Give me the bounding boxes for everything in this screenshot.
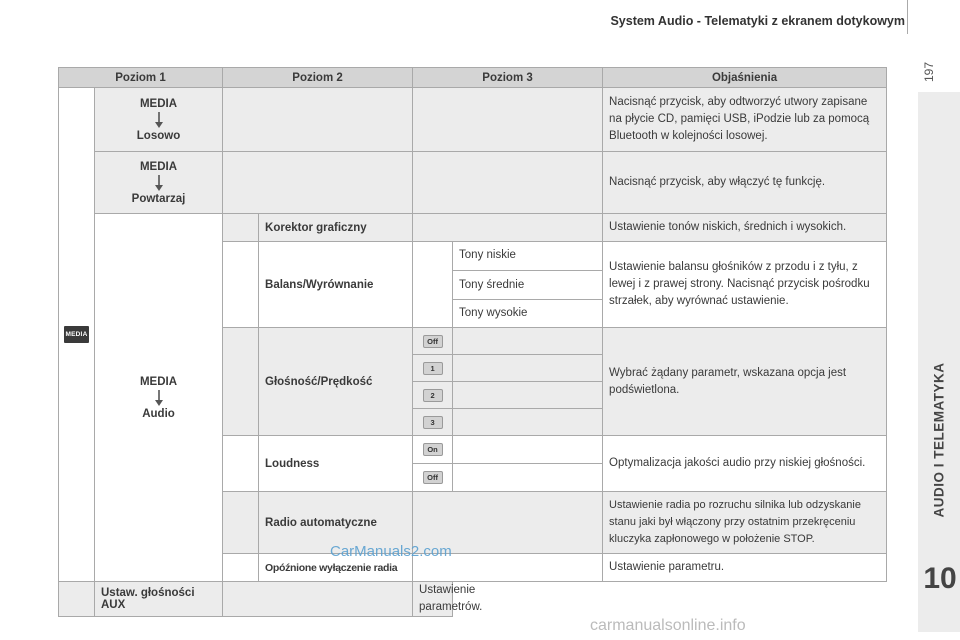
spacer-cell	[59, 582, 95, 617]
option-cell	[413, 409, 453, 436]
option-tony-wysokie: Tony wysokie	[459, 307, 528, 319]
settings-table	[58, 67, 887, 617]
level2-glosnosc: Głośność/Prędkość	[259, 328, 413, 436]
explanation-cell: Ustawienie tonów niskich, średnich i wysokich.	[603, 214, 887, 242]
level1-top: MEDIA	[139, 160, 178, 173]
table-row	[59, 582, 887, 617]
level2-loudness: Loudness	[259, 436, 413, 492]
arrow-down-icon	[101, 111, 216, 129]
level2-korektor: Korektor graficzny	[259, 214, 413, 242]
level1-cell	[95, 88, 223, 152]
explanation-cell: Nacisnąć przycisk, aby włączyć tę funkcję.	[603, 152, 887, 214]
explanation-cell: Ustawienie parametrów.	[413, 582, 453, 617]
watermark-bottom: carmanualsonline.info	[590, 617, 746, 634]
level1-bottom: Audio	[142, 407, 175, 420]
arrow-down-icon	[101, 174, 216, 192]
media-button-icon: MEDIA	[64, 326, 90, 343]
watermark-top: CarManuals2.com	[330, 543, 452, 560]
chapter-number: 10	[923, 562, 957, 595]
side-tab-label: AUDIO I TELEMATYKA	[931, 362, 947, 518]
level2-cell	[223, 152, 413, 214]
level1-cell	[95, 214, 223, 582]
explanation-cell: Nacisnąć przycisk, aby odtworzyć utwory zapisane na płycie CD, pamięci USB, iPodzie lub za pomocą Bluetooth w kolejności losowej.	[603, 88, 887, 152]
option-cell	[413, 436, 453, 464]
arrow-down-icon	[101, 389, 216, 407]
empty-cell	[453, 355, 603, 382]
level1-top: MEDIA	[139, 97, 178, 110]
level1-cell	[95, 152, 223, 214]
explanation-cell: Optymalizacja jakości audio przy niskiej głośności.	[603, 436, 887, 492]
empty-cell	[453, 382, 603, 409]
level2-opoznione: Opóźnione wyłączenie radia	[259, 554, 413, 582]
option-tony-srednie: Tony średnie	[453, 271, 602, 300]
level1-bottom: Powtarzaj	[131, 192, 186, 205]
level2-aux: Ustaw. głośności AUX	[95, 582, 223, 617]
level3-cell	[413, 152, 603, 214]
empty-cell	[453, 436, 603, 464]
option-tony-niskie: Tony niskie	[453, 242, 602, 271]
level2-radio: Radio automatyczne	[259, 492, 413, 554]
option-off-button: Off	[423, 471, 443, 484]
source-cell	[59, 88, 95, 582]
table-header-row	[59, 68, 887, 88]
spacer-cell	[223, 214, 259, 242]
empty-cell	[453, 464, 603, 492]
option-1-button: 1	[423, 362, 443, 375]
column-header: Poziom 3	[413, 68, 603, 88]
page-header-title: System Audio - Telematyki z ekranem dotykowym	[610, 14, 905, 28]
spacer-cell	[413, 242, 453, 328]
option-cell	[413, 464, 453, 492]
option-on-button: On	[423, 443, 443, 456]
table-row	[59, 214, 887, 242]
empty-cell	[453, 328, 603, 355]
spacer-cell	[223, 328, 259, 436]
spacer-cell	[223, 492, 259, 554]
option-cell	[413, 355, 453, 382]
spacer-cell	[223, 436, 259, 492]
page-number: 197	[922, 61, 936, 83]
level3-cell	[413, 88, 603, 152]
option-3-button: 3	[423, 416, 443, 429]
column-header: Poziom 1	[59, 68, 223, 88]
table-row	[59, 88, 887, 152]
explanation-cell: Ustawienie parametru.	[603, 554, 887, 582]
option-off-button: Off	[423, 335, 443, 348]
column-header: Poziom 2	[223, 68, 413, 88]
level1-top: MEDIA	[139, 375, 178, 388]
empty-cell	[453, 409, 603, 436]
explanation-cell: Ustawienie radia po rozruchu silnika lub odzyskanie stanu jaki był włączony przy ostatnim przekręceniu kluczyka zapłonowego w położenie STOP.	[603, 492, 887, 554]
column-header: Objaśnienia	[603, 68, 887, 88]
level2-balans: Balans/Wyrównanie	[259, 242, 413, 328]
level3-options	[453, 242, 603, 328]
header-divider	[907, 0, 908, 34]
spacer-cell	[223, 554, 259, 582]
option-2-button: 2	[423, 389, 443, 402]
level3-cell	[413, 214, 603, 242]
spacer-cell	[223, 242, 259, 328]
option-cell	[413, 328, 453, 355]
level1-bottom: Losowo	[136, 129, 181, 142]
level2-cell	[223, 88, 413, 152]
table-row	[59, 152, 887, 214]
level3-cell	[223, 582, 413, 617]
option-cell	[413, 382, 453, 409]
explanation-cell: Wybrać żądany parametr, wskazana opcja jest podświetlona.	[603, 328, 887, 436]
explanation-cell: Ustawienie balansu głośników z przodu i z tyłu, z lewej i z prawej strony. Nacisnąć przycisk pośrodku strzałek, aby wyrównać ustawienie.	[603, 242, 887, 328]
